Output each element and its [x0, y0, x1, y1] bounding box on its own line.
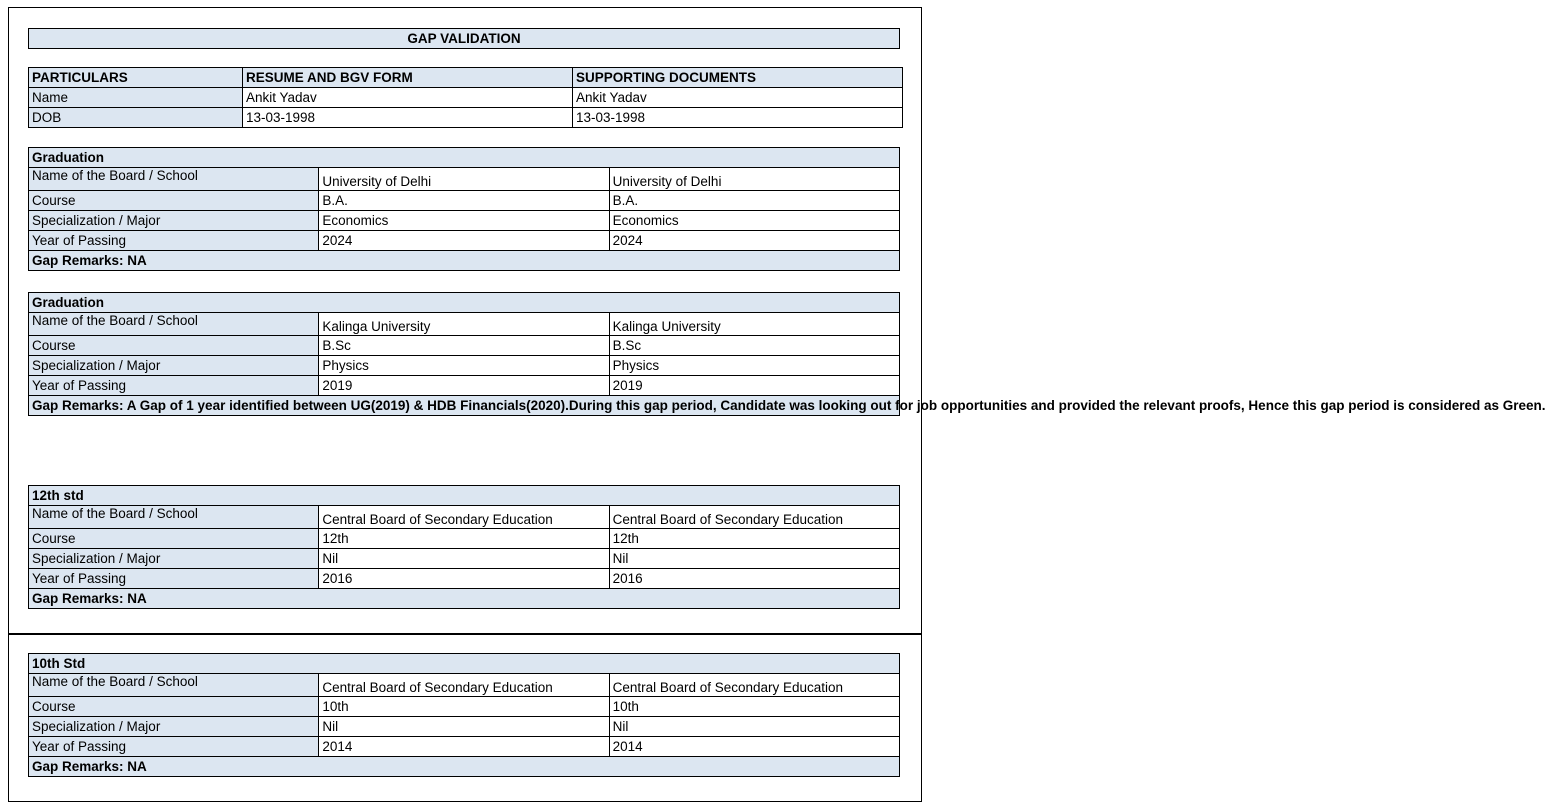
row-label: Name of the Board / School [29, 313, 319, 336]
documents-value: Ankit Yadav [573, 88, 903, 108]
resume-value: Nil [319, 717, 609, 737]
table-row [29, 569, 900, 589]
table-row [29, 313, 900, 336]
row-label: Name of the Board / School [29, 168, 319, 191]
row-label: Name [29, 88, 243, 108]
row-label: Year of Passing [29, 376, 319, 396]
row-label: Specialization / Major [29, 211, 319, 231]
table-row [29, 231, 900, 251]
table-row [29, 376, 900, 396]
resume-value: 2024 [319, 231, 609, 251]
resume-value: B.A. [319, 191, 609, 211]
row-label: Specialization / Major [29, 717, 319, 737]
header-resume: RESUME AND BGV FORM [243, 68, 573, 88]
resume-value: 2019 [319, 376, 609, 396]
documents-value: 2016 [609, 569, 899, 589]
documents-value: Central Board of Secondary Education [609, 674, 899, 697]
section-graduation-kalinga [28, 292, 1546, 416]
resume-value: 2016 [319, 569, 609, 589]
table-row [29, 88, 903, 108]
resume-value: Nil [319, 549, 609, 569]
row-label: Course [29, 336, 319, 356]
documents-value: Economics [609, 211, 899, 231]
documents-value: Nil [609, 717, 899, 737]
table-row [29, 549, 900, 569]
table-row [29, 168, 900, 191]
documents-value: Physics [609, 356, 899, 376]
section-graduation-delhi [28, 147, 900, 271]
documents-value: University of Delhi [609, 168, 899, 191]
gap-remarks: Gap Remarks: NA [29, 251, 900, 271]
header-documents: SUPPORTING DOCUMENTS [573, 68, 903, 88]
row-label: Course [29, 191, 319, 211]
table-row [29, 191, 900, 211]
documents-value: Nil [609, 549, 899, 569]
table-row [29, 697, 900, 717]
table-row [29, 336, 900, 356]
row-label: Year of Passing [29, 737, 319, 757]
section-title: Graduation [29, 293, 900, 313]
documents-value: 2024 [609, 231, 899, 251]
particulars-table [28, 67, 903, 128]
documents-value: 13-03-1998 [573, 108, 903, 128]
section-title: Graduation [29, 148, 900, 168]
table-row [29, 674, 900, 697]
table-row [29, 108, 903, 128]
resume-value: 13-03-1998 [243, 108, 573, 128]
resume-value: Ankit Yadav [243, 88, 573, 108]
table-row [29, 529, 900, 549]
section-12th-std [28, 485, 900, 609]
resume-value: 10th [319, 697, 609, 717]
documents-value: 10th [609, 697, 899, 717]
section-title: 12th std [29, 486, 900, 506]
gap-remarks: Gap Remarks: NA [29, 589, 900, 609]
title-table [28, 28, 900, 49]
documents-value: B.Sc [609, 336, 899, 356]
resume-value: 2014 [319, 737, 609, 757]
row-label: Specialization / Major [29, 356, 319, 376]
section-10th-std [28, 653, 900, 777]
resume-value: Physics [319, 356, 609, 376]
documents-value: 12th [609, 529, 899, 549]
row-label: Year of Passing [29, 231, 319, 251]
gap-remarks: Gap Remarks: NA [29, 757, 900, 777]
row-label: Name of the Board / School [29, 506, 319, 529]
row-label: Course [29, 697, 319, 717]
row-label: Specialization / Major [29, 549, 319, 569]
table-row [29, 737, 900, 757]
header-row [29, 68, 903, 88]
resume-value: Central Board of Secondary Education [319, 674, 609, 697]
table-row [29, 356, 900, 376]
page-title: GAP VALIDATION [29, 29, 900, 49]
row-label: Course [29, 529, 319, 549]
section-title: 10th Std [29, 654, 900, 674]
resume-value: 12th [319, 529, 609, 549]
documents-value: 2019 [609, 376, 899, 396]
table-row [29, 506, 900, 529]
resume-value: Economics [319, 211, 609, 231]
documents-value: Central Board of Secondary Education [609, 506, 899, 529]
table-row [29, 717, 900, 737]
gap-remarks: Gap Remarks: A Gap of 1 year identified between UG(2019) & HDB Financials(2020).During this gap period, Candidate was looking out for job opportunities and provided the relevant proofs, Hence this gap period is considered as Green. [29, 396, 900, 416]
row-label: Year of Passing [29, 569, 319, 589]
table-row [29, 211, 900, 231]
documents-value: B.A. [609, 191, 899, 211]
resume-value: B.Sc [319, 336, 609, 356]
documents-value: 2014 [609, 737, 899, 757]
header-particulars: PARTICULARS [29, 68, 243, 88]
row-label: Name of the Board / School [29, 674, 319, 697]
documents-value: Kalinga University [609, 313, 899, 336]
resume-value: Kalinga University [319, 313, 609, 336]
row-label: DOB [29, 108, 243, 128]
resume-value: Central Board of Secondary Education [319, 506, 609, 529]
resume-value: University of Delhi [319, 168, 609, 191]
